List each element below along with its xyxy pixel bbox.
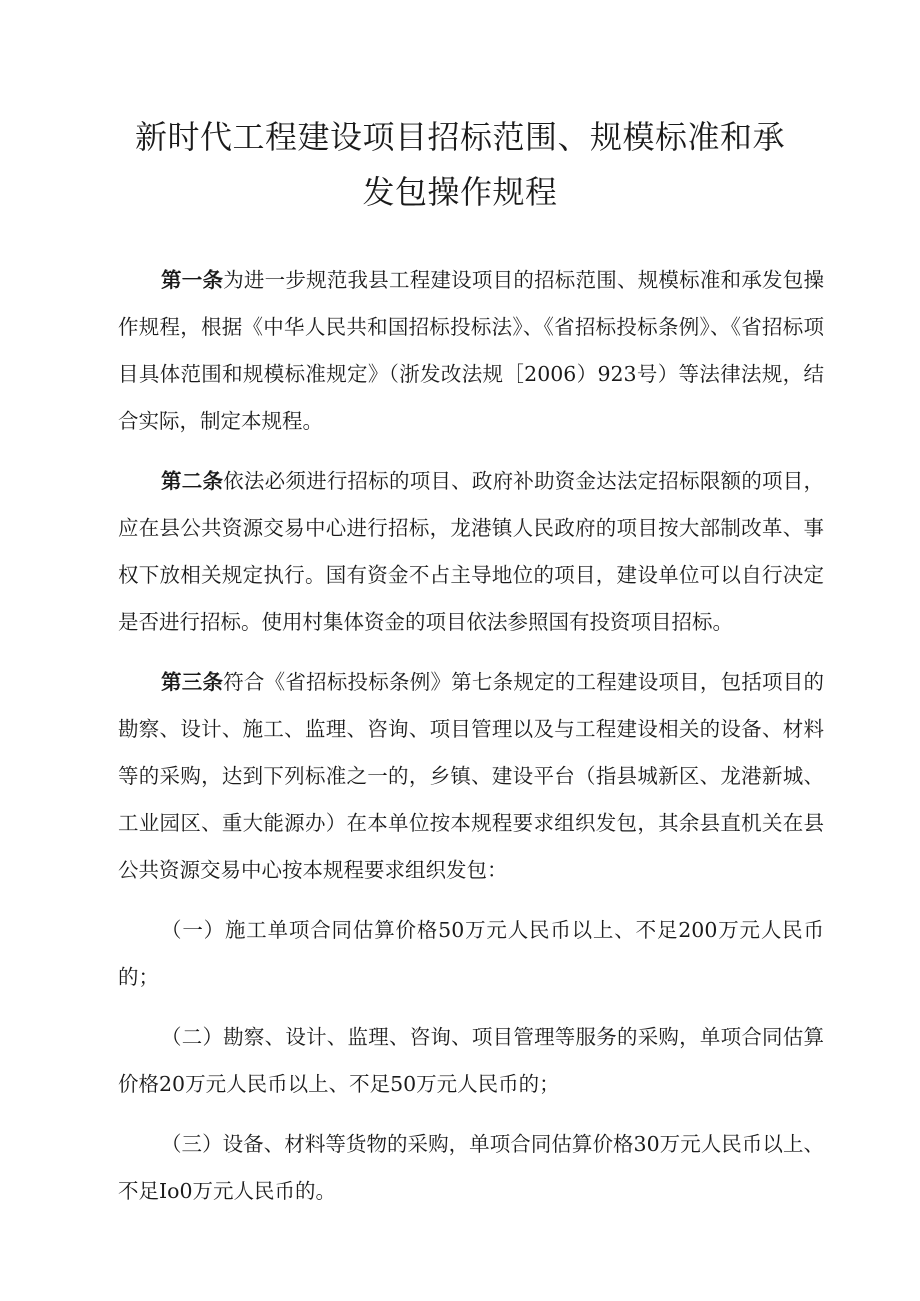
list-item-1-text: （一）施工单项合同估算价格50万元人民币以上、不足200万元人民币的； — [118, 918, 824, 989]
list-item-3-text: （三）设备、材料等货物的采购，单项合同估算价格30万元人民币以上、不足Io0万元人民币的。 — [118, 1132, 824, 1203]
list-item-1 — [118, 907, 824, 1001]
article-3-text: 符合《省招标投标条例》第七条规定的工程建设项目，包括项目的勘察、设计、施工、监理、咨询、项目管理以及与工程建设相关的设备、材料等的采购，达到下列标准之一的，乡镇、建设平台（指县城新区、龙港新城、工业园区、重大能源办）在本单位按本规程要求组织发包，其余县直机关在县公共资源交易中心按本规程要求组织发包： — [118, 670, 825, 882]
list-item-3 — [118, 1121, 824, 1215]
article-1-heading: 第一条 — [161, 268, 224, 292]
document-body — [118, 257, 824, 1228]
article-2-paragraph — [118, 458, 824, 646]
article-2-text: 依法必须进行招标的项目、政府补助资金达法定招标限额的项目，应在县公共资源交易中心进行招标，龙港镇人民政府的项目按大部制改革、事权下放相关规定执行。国有资金不占主导地位的项目，建设单位可以自行决定是否进行招标。使用村集体资金的项目依法参照国有投资项目招标。 — [118, 469, 825, 634]
document-title-line-1: 新时代工程建设项目招标范围、规模标准和承 — [134, 118, 785, 156]
list-item-2 — [118, 1014, 824, 1108]
article-1-paragraph — [118, 257, 824, 445]
article-3-paragraph — [118, 659, 824, 894]
article-2-heading: 第二条 — [161, 469, 224, 493]
document-title-line-2: 发包操作规程 — [362, 173, 558, 211]
list-item-2-text: （二）勘察、设计、监理、咨询、项目管理等服务的采购，单项合同估算价格20万元人民币以上、不足50万元人民币的； — [118, 1025, 824, 1096]
article-3-heading: 第三条 — [161, 670, 224, 694]
article-1-text: 为进一步规范我县工程建设项目的招标范围、规模标准和承发包操作规程，根据《中华人民共和国招标投标法》、《省招标投标条例》、《省招标项目具体范围和规模标准规定》（浙发改法规［2006）923号）等法律法规，结合实际，制定本规程。 — [118, 268, 825, 433]
